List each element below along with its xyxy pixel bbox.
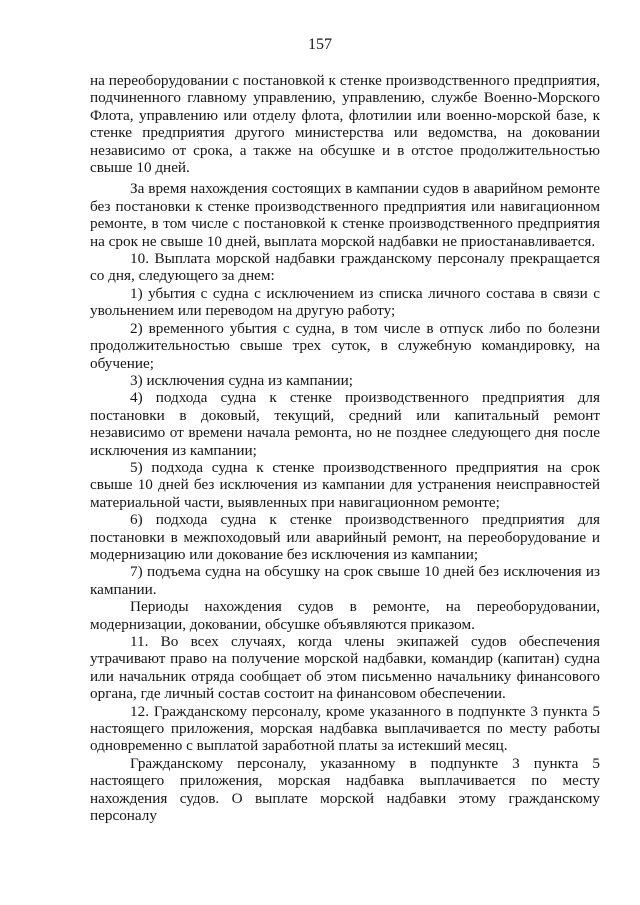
- page-number: 157: [308, 36, 332, 53]
- list-item-6: 6) подхода судна к стенке производственного предприятия для постановки в межпоходовый или аварийный ремонт, на переоборудование и модернизацию или докование без исключения из кампании;: [90, 511, 600, 563]
- paragraph-repair-periods: Периоды нахождения судов в ремонте, на переоборудовании, модернизации, доковании, обсушке объявляются приказом.: [90, 598, 600, 633]
- list-item-7: 7) подъема судна на обсушку на срок свыше 10 дней без исключения из кампании.: [90, 563, 600, 598]
- paragraph-item-10: 10. Выплата морской надбавки гражданскому персоналу прекращается со дня, следующего за днем:: [90, 250, 600, 285]
- paragraph-emergency-repair: За время нахождения состоящих в кампании судов в аварийном ремонте без постановки к стенке производственного предприятия или навигационном ремонте, в том числе с постановкой к стенке производственного предприятия на срок не свыше 10 дней, выплата морской надбавки не приостанавливается.: [90, 180, 600, 250]
- paragraph-item-11: 11. Во всех случаях, когда члены экипажей судов обеспечения утрачивают право на получение морской надбавки, командир (капитан) судна или начальник отряда сообщает об этом письменно начальнику финансового органа, где личный состав состоит на финансовом обеспечении.: [90, 633, 600, 703]
- list-item-3: 3) исключения судна из кампании;: [130, 371, 353, 389]
- paragraph-continuation: на переоборудовании с постановкой к стенке производственного предприятия, подчиненного главному управлению, управлению, службе Военно-Морского Флота, управлению или отделу флота, флотилии или военно-морской базе, к стенке предприятия другого министерства или ведомства, на доковании независимо от срока, а также на обсушке и в отстое продолжительностью свыше 10 дней.: [90, 72, 600, 177]
- list-item-1: 1) убытия с судна с исключением из списка личного состава в связи с увольнением или переводом на другую работу;: [90, 284, 600, 320]
- body-text: [90, 72, 600, 824]
- paragraph-payment-location: Гражданскому персоналу, указанному в подпункте 3 пункта 5 настоящего приложения, морская надбавка выплачивается по месту нахождения судов. О выплате морской надбавки этому гражданскому персоналу: [90, 754, 600, 825]
- list-item-2: 2) временного убытия с судна, в том числе в отпуск либо по болезни продолжительностью свыше трех суток, в служебную командировку, на обучение;: [90, 319, 600, 372]
- list-item-4: 4) подхода судна к стенке производственного предприятия для постановки в доковый, текущий, средний или капитальный ремонт независимо от времени начала ремонта, но не позднее следующего дня после исключения из кампании;: [90, 389, 600, 459]
- list-item-5: 5) подхода судна к стенке производственного предприятия на срок свыше 10 дней без исключения из кампании для устранения неисправностей материальной части, выявленных при навигационном ремонте;: [90, 458, 600, 511]
- paragraph-item-12: 12. Гражданскому персоналу, кроме указанного в подпункте 3 пункта 5 настоящего приложения, морская надбавка выплачивается по месту работы одновременно с выплатой заработной платы за истекший месяц.: [90, 702, 600, 755]
